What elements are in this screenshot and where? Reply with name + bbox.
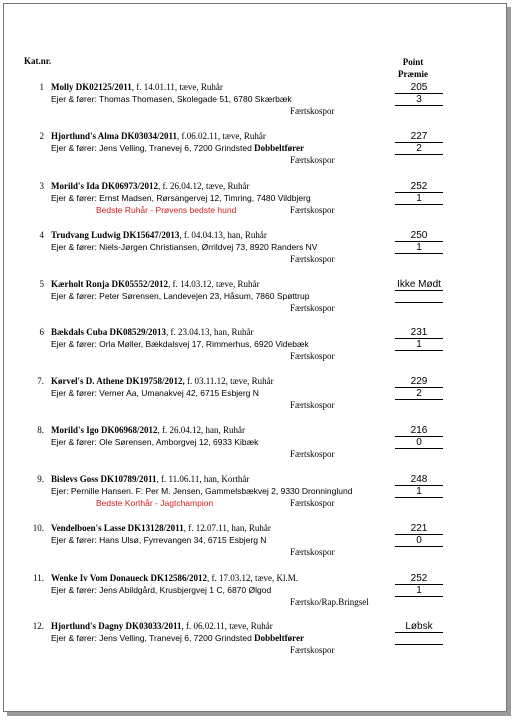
dog-details: , f. 11.06.11, han, Korthår [156, 474, 250, 484]
owner-line [51, 535, 266, 545]
dog-name: Kærholt Ronja DK05552/2012 [51, 279, 168, 289]
dog-line [51, 425, 245, 435]
list-item [4, 523, 504, 567]
dog-details: , f. 23.04.13, han, Ruhår [166, 327, 254, 337]
prize-value: 2 [395, 143, 443, 155]
list-item [4, 376, 504, 420]
owner-text: Ejer & fører: Orla Møller, Bækdalsvej 17, Rimmerhus, 6920 Videbæk [51, 339, 309, 349]
dog-details: , f. 06.02.11, tæve, Ruhår [181, 621, 273, 631]
dog-details: f. 03.11.12, tæve, Ruhår [184, 376, 274, 386]
list-item [4, 474, 504, 518]
award-text: Bedste Ruhår - Prøvens bedste hund [96, 205, 237, 215]
dog-line [51, 279, 260, 289]
prize-value [395, 633, 443, 645]
dog-details: , f.06.02.11, tæve, Ruhår [177, 131, 266, 141]
list-item [4, 425, 504, 469]
dog-line [51, 573, 298, 583]
prize-value: 2 [395, 388, 443, 400]
owner-line [51, 388, 259, 398]
list-item [4, 82, 504, 126]
dog-line [51, 181, 250, 191]
category-text: Færtskospor [290, 498, 335, 508]
entry-number: 2 [39, 131, 44, 141]
points-value: 248 [395, 474, 443, 486]
prize-value: 0 [395, 437, 443, 449]
dog-line [51, 621, 273, 631]
point-praemie-header [388, 56, 438, 80]
prize-value: 1 [395, 242, 443, 254]
points-value: Ikke Mødt [395, 279, 443, 291]
kat-nr-header: Kat.nr. [24, 56, 52, 66]
category-text: Færtskospor [290, 303, 335, 313]
entry-number: 5 [39, 279, 44, 289]
owner-line [51, 633, 304, 643]
dog-name: Bislevs Goss DK10789/2011 [51, 474, 157, 484]
category-text: Færtskospor [290, 106, 335, 116]
prize-value: 3 [395, 94, 443, 106]
points-value: 216 [395, 425, 443, 437]
entry-number: 3 [39, 181, 44, 191]
owner-text: Ejer & fører: Hans Ulsø, Fyrrevangen 34, 6715 Esbjerg N [51, 535, 267, 545]
dog-line [51, 230, 267, 240]
owner-bold-note: Dobbeltfører [254, 633, 304, 643]
dog-name: Molly DK02125/2011 [51, 82, 132, 92]
owner-text: Ejer & fører: Jens Abildgård, Krusbjergvej 1 C, 6870 Ølgod [51, 585, 272, 595]
entry-number: 9. [37, 474, 44, 484]
owner-line [51, 437, 258, 447]
entry-number: 11. [33, 573, 44, 583]
entry-number: 12. [32, 621, 44, 631]
owner-text: Ejer & fører: Peter Sørensen, Landevejen 23, Håsum, 7860 Spøttrup [51, 291, 310, 301]
prize-value [395, 291, 443, 303]
owner-text: Ejer & fører: Thomas Thomasen, Skolegade 51, 6780 Skærbæk [51, 94, 292, 104]
dog-name: Wenke Iv Vom Donaueck DK12586/2012 [51, 573, 208, 583]
points-value: 252 [395, 181, 443, 193]
owner-line [51, 242, 317, 252]
prize-value: 1 [395, 585, 443, 597]
entry-number: 7. [37, 376, 44, 386]
prize-value: 1 [395, 193, 443, 205]
list-item [4, 131, 504, 175]
prize-value: 1 [395, 339, 443, 351]
dog-name: Morild's Ida DK06973/2012 [51, 181, 159, 191]
points-value: 231 [395, 327, 443, 339]
points-value: 221 [395, 523, 443, 535]
dog-details: , f. 14.01.11, tæve, Ruhår [131, 82, 223, 92]
entry-number: 8. [37, 425, 44, 435]
owner-text: Ejer & fører: Niels-Jørgen Christiansen, Ørrildvej 73, 8920 Randers NV [51, 242, 318, 252]
list-item [4, 181, 504, 225]
entry-number: 6 [39, 327, 44, 337]
owner-text: Ejer & fører: Verner Aa, Umanakvej 42, 6715 Esbjerg N [51, 388, 259, 398]
point-header: Point [402, 57, 424, 67]
dog-line [51, 523, 271, 533]
dog-details: , f. 26.04.12, tæve, Ruhår [158, 181, 250, 191]
dog-name: Trudvang Ludwig DK15647/2013 [51, 230, 180, 240]
owner-line [51, 94, 292, 104]
owner-line [51, 193, 311, 203]
entry-number: 1 [39, 82, 44, 92]
category-text: Færtskospor [290, 547, 335, 557]
owner-text: Ejer & fører: Ole Sørensen, Amborgvej 12, 6933 Kibæk [51, 437, 259, 447]
dog-line [51, 131, 266, 141]
dog-details: , f. 14.03.12, tæve, Ruhår [168, 279, 260, 289]
dog-name: Vendelboen's Lasse DK13128/2011 [51, 523, 184, 533]
points-value: 229 [395, 376, 443, 388]
owner-line [51, 291, 309, 301]
owner-line [51, 486, 352, 496]
category-text: Færtsko/Rap.Bringsel [290, 597, 369, 607]
dog-details: , f. 17.03.12, tæve, Kl.M. [207, 573, 299, 583]
dog-line [51, 474, 249, 484]
list-item [4, 621, 504, 665]
points-value: 250 [395, 230, 443, 242]
document-page [3, 3, 507, 712]
category-text: Færtskospor [290, 449, 335, 459]
owner-bold-note: Dobbeltfører [254, 143, 304, 153]
dog-name: Bækdals Cuba DK08529/2013 [51, 327, 167, 337]
entry-number: 10. [32, 523, 44, 533]
points-value: 227 [395, 131, 443, 143]
prize-value: 0 [395, 535, 443, 547]
praemie-header: Præmie [398, 69, 428, 79]
dog-line [51, 82, 223, 92]
category-text: Færtskospor [290, 400, 335, 410]
dog-name: Morild's Igo DK06968/2012 [51, 425, 158, 435]
award-text: Bedste Korthår - Jagtchampion [96, 498, 214, 508]
list-item [4, 327, 504, 371]
points-value: Løbsk [395, 621, 443, 633]
dog-details: , f. 26.04.12, han, Ruhår [157, 425, 246, 435]
dog-details: , f. 04.04.13, han, Ruhår [179, 230, 267, 240]
list-item [4, 230, 504, 274]
category-text: Færtskospor [290, 254, 335, 264]
list-item [4, 279, 504, 323]
dog-details: , f. 12.07.11, han, Ruhår [183, 523, 271, 533]
owner-text: Ejer & fører: Jens Velling, Tranevej 6, 7200 Grindsted [51, 143, 255, 153]
list-item [4, 573, 504, 617]
owner-line [51, 339, 309, 349]
category-text: Færtskospor [290, 645, 335, 655]
prize-value: 1 [395, 486, 443, 498]
points-value: 252 [395, 573, 443, 585]
owner-text: Ejer & fører: Ernst Madsen, Rørsangervej 12, Timring, 7480 Vildbjerg [51, 193, 311, 203]
owner-line [51, 143, 304, 153]
dog-name: Kørvel's D. Athene DK19758/2012, [51, 376, 185, 386]
dog-line [51, 327, 254, 337]
category-text: Færtskospor [290, 155, 335, 165]
owner-text: Ejer: Pernille Hansen. F: Per M. Jensen, Gammelsbækvej 2, 9330 Dronninglund [51, 486, 353, 496]
dog-name: Hjortlund's Alma DK03034/2011 [51, 131, 178, 141]
entry-number: 4 [39, 230, 44, 240]
category-text: Færtskospor [290, 205, 335, 215]
dog-name: Hjortlund's Dagny DK03033/2011 [51, 621, 182, 631]
dog-line [51, 376, 274, 386]
owner-line [51, 585, 271, 595]
category-text: Færtskospor [290, 351, 335, 361]
owner-text: Ejer & fører: Jens Velling, Tranevej 6, 7200 Grindsted [51, 633, 255, 643]
points-value: 205 [395, 82, 443, 94]
